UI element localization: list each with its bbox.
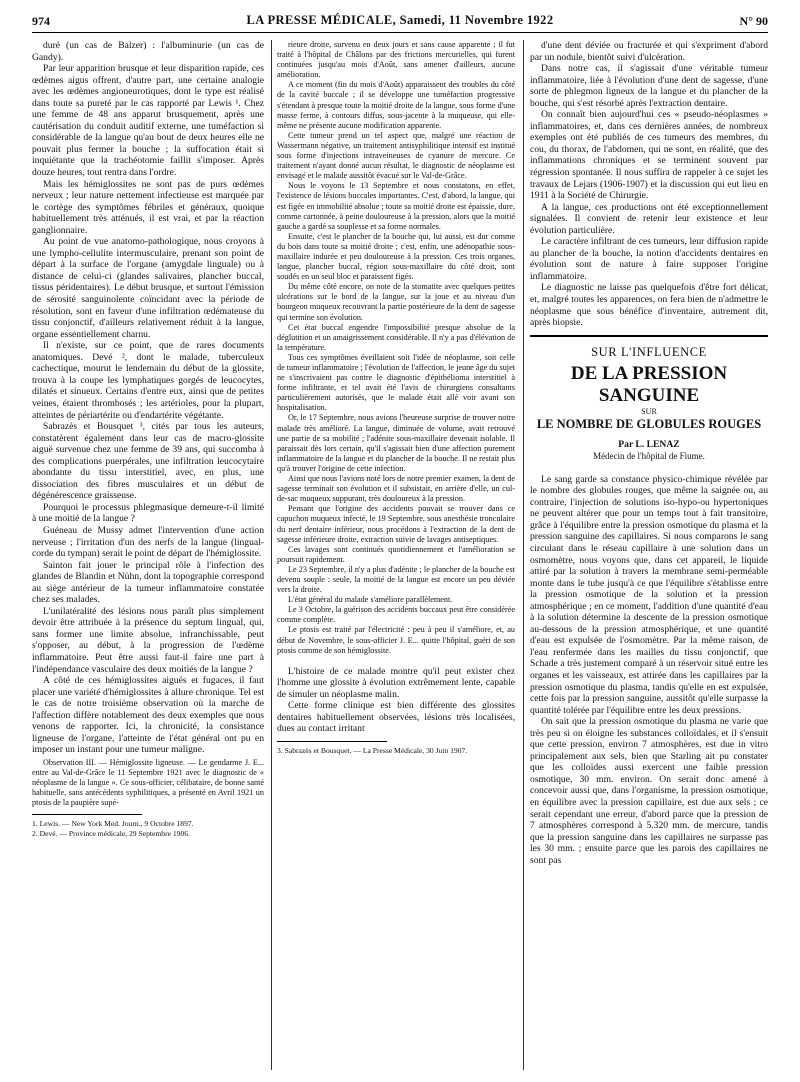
footnote-rule xyxy=(32,814,142,815)
footnote-2: 2. Devé. — Province médicale, 29 Septembre 1906. xyxy=(32,828,190,838)
observation-paragraph: L'état général du malade s'améliore parallèlement. xyxy=(288,595,453,605)
column-divider xyxy=(523,40,524,1070)
column-1 xyxy=(32,40,264,1076)
footnote-rule xyxy=(277,741,387,742)
column-3-body xyxy=(530,40,768,329)
paragraph: A côté de ces hémiglossites aiguës et fugaces, il faut placer une variété d'hémiglossites à allure chronique. Tel est le cas de notre troisième observation où la marche de l'affection diffère notablement des deux exemples que nous venons de rapporter. Ici, la chronicité, la consistance ligneuse de l'organe, l'atteinte de l'état général ont pu en imposer un instant pour une tumeur maligne. xyxy=(32,675,264,756)
journal-masthead: LA PRESSE MÉDICALE, Samedi, 11 Novembre 1922 xyxy=(246,13,554,27)
page-number: 974 xyxy=(32,14,50,28)
observation-paragraph: Le ptosis est traité par l'électricité : peu à peu il s'améliore, et, au début de Novembre, le sous-officier J. E... quitte l'hôpital, guéri de son ptosis comme de son hémiglossite. xyxy=(277,625,515,655)
paragraph: On connaît bien aujourd'hui ces « pseudo-néoplasmes » inflammatoires, et, dans ces dernières années, de nombreux exemples ont été publiés de ces tumeurs des membres, du cou, du thorax, de l'abdomen, qui ne sont, en réalité, que des inflammations chroniques et se terminent souvent par régression spontanée. Il nous suffira de rappeler à ce sujet les travaux de Lejars (1906-1907) et la discussion qui eut lieu en 1911 à la Société de Chirurgie. xyxy=(530,109,768,202)
article-separator xyxy=(530,335,768,337)
column-2-body xyxy=(277,666,515,735)
paragraph: Pourquoi le processus phlegmasique demeure-t-il limité à une moitié de la langue ? xyxy=(32,501,264,525)
author-affiliation: Médecin de l'hôpital de Fiume. xyxy=(593,450,705,461)
paragraph: Il n'existe, sur ce point, que de rares documents anatomiques. Devé ², dont le malade, tuberculeux cachectique, mourut le lendemain du début de la glossite, trouva à la coupe les lymphatiques gorgés de leucocytes, dilatés et sinueux. Certains d'entre eux, ainsi que de petites veines, étaient thrombosés ; les artérioles, pour la plupart, atteintes de périartérite ou d'endartérite végétante. xyxy=(32,340,264,421)
paragraph: Le diagnostic ne laisse pas quelquefois d'être fort délicat, et, malgré toutes les apparences, on fera bien de n'admettre le néoplasme que sous bénéfice d'inventaire, autrement dit, après biopsie. xyxy=(530,282,768,329)
observation-paragraph: rieure droite, survenu en deux jours et sans cause apparente ; il fut traité à l'hôpital de Châlons par des frictions mercurielles, qui furent continuées jusqu'au mois d'Août, sans amener d'ailleurs, aucune amélioration. xyxy=(277,40,515,80)
paragraph: Mais les hémiglossites ne sont pas de purs œdèmes nerveux ; leur nature nettement infectieuse est marquée par le cortège des symptômes fébriles et généraux, quoique habituellement très atténués, il est vrai, et par la réaction ganglionnaire. xyxy=(32,178,264,236)
observation-paragraph: A ce moment (fin du mois d'Août) apparaissent des troubles du côté de la cavité buccale ; il se développe une tuméfaction progressive s'étendant à presque toute la moitié droite de la langue, sous forme d'une masse ferme, à contours diffus, sous-jacente à la muqueuse, qui elle-même ne présente aucune modification apparente. xyxy=(277,80,515,130)
paragraph: A la langue, ces productions ont été exceptionnellement signalées. Il convient de retenir leur existence et leur évolution particulière. xyxy=(530,201,768,236)
observation-iii: Observation III. — Hémiglossite ligneuse. — Le gendarme J. E... entre au Val-de-Grâce le 11 Septembre 1921 avec le diagnostic de « néoplasme de la langue ». Ce sous-officier, célibataire, de bonne santé habituelle, sans antécédents syphilitiques, a présenté en Avril 1921 un ptosis de la paupière supé- xyxy=(32,757,264,808)
footnote-1: 1. Lewis. — New York Med. Journ., 9 Octobre 1897. xyxy=(32,819,194,829)
observation-paragraph: Or, le 17 Septembre, nous avions l'heureuse surprise de trouver notre malade très amélioré. La langue, diminuée de volume, avait retrouvé une partie de sa mobilité ; l'adénite sous-maxillaire devenait isolable. Il paraissait dès lors certain, qu'il s'agissait bien d'une affection purement inflammatoire de la langue et du plancher de la bouche. Il ne restait plus qu'à trouver l'origine de cette infection. xyxy=(277,413,515,473)
column-3 xyxy=(530,40,768,1076)
paragraph: Guéneau de Mussy admet l'intervention d'une action nerveuse ; l'irritation d'un des nerfs de la langue (lingual-corde du tympan) serait le point de départ de l'hémiglossite. xyxy=(32,524,264,560)
paragraph: Dans notre cas, il s'agissait d'une véritable tumeur inflammatoire, liée à l'évolution d'une dent de sagesse, d'une sorte de phlegmon ligneux de la langue et du plancher de la bouche, qui s'est résorbé après l'extraction dentaire. xyxy=(530,63,768,109)
article-kicker: SUR L'INFLUENCE xyxy=(591,344,707,359)
column-1-body xyxy=(32,40,264,756)
paragraph: duré (un cas de Balzer) : l'albuminurie (un cas de Gandy). xyxy=(32,40,264,63)
paragraph: Au point de vue anatomo-pathologique, nous croyons à une lympho-cellulite intermusculaire, prenant son point de départ à la surface de l'organe (amygdale linguale) ou à distance de celui-ci (glandes salivaires, plancher buccal, tissus péridentaires). Le début brusque, et surtout l'émission de sérosité sanguinolente coïncidant avec la période de résolution, sont en faveur d'une infiltration œdémateuse du tissu conjonctif, d'ailleurs relativement réduit à la langue, organe essentiellement charnu. xyxy=(32,236,264,340)
column-2-observation-body xyxy=(277,40,515,656)
article-connector: SUR xyxy=(641,406,657,416)
column-divider xyxy=(271,40,272,1070)
article-body xyxy=(530,474,768,867)
paragraph: Sabrazès et Bousquet ³, cités par tous les auteurs, constatèrent également dans leur cas de macro-glossite aiguë survenue chez une femme de 39 ans, qui succomba à des complications puerpérales, une infiltration leucocytaire abondante du tissu interstitiel, avec, en plus, une dissociation des fibres musculaires et un début de dégénérescence graisseuse. xyxy=(32,421,264,502)
footnote-3: 3. Sabrazès et Bousquet. — La Presse Médicale, 30 Juin 1907. xyxy=(277,746,468,755)
column-2 xyxy=(277,40,515,1076)
observation-paragraph: Cet état buccal engendre l'impossibilité presque absolue de la déglutition et un amaigrissement considérable. Il n'y a pas d'élévation de la température. xyxy=(277,322,515,352)
article-author: Par L. LENAZ xyxy=(618,438,680,450)
observation-paragraph: Ces lavages sont continués quotidiennement et l'amélioration se poursuit rapidement. xyxy=(277,544,515,564)
paragraph: Par leur apparition brusque et leur disparition rapide, ces œdèmes aigus offrent, d'autre part, une certaine analogie avec les œdèmes angioneurotiques, dont le type est réalisé dans toute sa pureté par le cas rapporté par Lewis ¹. Chez une femme de 48 ans apparut brusquement, après une cautérisation du conduit auditif externe, une tuméfaction si considérable de la langue qu'au bout de deux heures elle ne pouvait plus fermer la bouche ; la suffocation était si inquiétante que la trachéotomie faillit s'imposer. Après douze heures, tout rentra dans l'ordre. xyxy=(32,63,264,179)
paragraph: L'unilatéralité des lésions nous paraît plus simplement devoir être attribuée à la présence du septum lingual, qui, sans former une limite absolue, infranchissable, peut s'opposer, au début, à la progression de l'œdème inflammatoire. Peut être aussi faut-il faire une part à l'indépendance vasculaire des deux moitiés de la langue ? xyxy=(32,605,264,675)
paragraph: Sainton fait jouer le principal rôle à l'infection des glandes de Blandin et Nühn, dont la topographie correspond au siège antérieur de la tumeur inflammatoire constatée chez ses malades. xyxy=(32,559,264,606)
paragraph: L'histoire de ce malade montre qu'il peut exister chez l'homme une glossite à évolution extrêmement lente, capable de simuler un néoplasme malin. xyxy=(277,665,515,700)
article-title: DE LA PRESSION SANGUINE xyxy=(570,362,728,406)
observation-paragraph: Du même côté encore, on note de la stomatite avec quelques petites ulcérations sur le bord de la langue, sur la joue et au niveau d'un bourgeon muqueux recouvrant la partie postérieure de la dent de sagesse qui termine son évolution. xyxy=(277,282,515,322)
paragraph: d'une dent déviée ou fracturée et qui s'expriment d'abord par un nodule, bientôt suivi d'ulcération. xyxy=(530,40,768,63)
article-paragraph: On sait que la pression osmotique du plasma ne varie que très peu si on éloigne les substances colloïdales, et il s'ensuit que cette pression, environ 7 atmosphères, est due in vitro principalement aux sels, bien que Starling ait pu constater que les colloïdes aussi exercent une faible pression osmotique, 30 mm. environ. On serait donc amené à concevoir aussi que, dans l'organisme, la pression osmotique, en équilibre avec la pression capillaire, est due aux sels ; ce serait cependant une erreur, d'abord parce que la pression de 7 atmosphères correspond à 5.320 mm. de mercure, tandis que la pression sanguine dans les capillaires ne surpasse pas les 30 mm. ; ensuite parce que les parois des capillaires ne sont pas xyxy=(530,716,768,866)
observation-paragraph: Pensant que l'origine des accidents pouvait se trouver dans ce capuchon muqueux infecté, le 19 Septembre, sous anesthésie tronculaire du nerf dentaire inférieur, nous procédons à l'extraction de la dent de sagesse inférieure droite, extraction suivie de lavages antiseptiques. xyxy=(277,504,515,544)
observation-paragraph: Le 23 Septembre, il n'y a plus d'adénite ; le plancher de la bouche est devenu souple : seule, la moitié de la langue est encore un peu déviée vers la droite. xyxy=(277,564,515,595)
observation-paragraph: Ainsi que nous l'avions noté lors de notre premier examen, la dent de sagesse terminait son évolution et il subsistait, en arrière d'elle, un cul-de-sac muqueux suppurant, très douloureux à la pression. xyxy=(277,474,515,504)
observation-paragraph: Cette tumeur prend un tel aspect que, malgré une réaction de Wassermann négative, un traitement antisyphilitique intensif est institué sous forme d'injections intraveineuses de cyanure de mercure. Ce traitement n'ayant donné aucun résultat, le diagnostic de néoplasme est envisagé et le malade aussitôt évacué sur le Val-de-Grâce. xyxy=(277,130,515,181)
page-header xyxy=(32,12,768,33)
observation-paragraph: Ensuite, c'est le plancher de la bouche qui, lui aussi, est dur comme du bois dans toute sa moitié droite ; c'est, enfin, une adénopathie sous-maxillaire indurée et peu douloureuse à la pression. Ces trois organes, langue, plancher buccal, région sous-maxillaire du côté droit, sont soudés en un seul bloc et paraissent figés. xyxy=(277,231,515,282)
observation-paragraph: Tous ces symptômes éveillaient soit l'idée de néoplasme, soit celle de tumeur inflammatoire ; l'évolution de l'affection, le jeune âge du sujet ne s'inscrivaient pas contre le diagnostic d'épithélioma interstitiel à forme infiltrante, et tel avait été l'avis de chirurgiens consultants particulièrement autorisés, que le malade était allé voir avant son hospitalisation. xyxy=(277,352,515,413)
paragraph: Le caractère infiltrant de ces tumeurs, leur diffusion rapide au plancher de la bouche, la notion d'accidents dentaires en évolution sont de nature à faire supposer l'origine inflammatoire. xyxy=(530,236,768,282)
article-paragraph: Le sang garde sa constance physico-chimique révélée par le nombre des globules rouges, que même la saignée ou, au contraire, l'injection de solutions iso-hypo-ou hypertoniques ne peuvent altérer que pour un temps tout à fait transitoire, grâce à l'équilibre entre la pression osmotique du plasma et la pression sanguine des capillaires. Si nous comparons le sang circulant dans le réseau capillaire à une solution dans un osmomètre, nous voyons que, dans cet appareil, le liquide attiré par la solution à travers la membrane semi-perméable monte dans le tube jusqu'à ce que l'équilibre s'établisse entre la pression osmotique de la solution et la pression atmosphérique ; en ce moment, l'addition d'une quantité d'eau à la solution détermine la descente de la pression osmotique au-dessous de la pression atmosphérique, et une quantité d'eau est expulsée de l'osmomètre. Par la même raison, de l'eau renfermée dans les mailles du tissu conjonctif, que Schade a très justement comparé à un réservoir situé entre les organes et les vaisseaux, est attirée dans les capillaires par la pression osmotique du plasma, tandis qu'elle en est expulsée, cette fois par la pression sanguine, aussitôt qu'elle surpasse la quantité tolérée par l'équilibre entre les deux pressions. xyxy=(530,473,768,716)
observation-paragraph: Nous le voyons le 13 Septembre et nous constatons, en effet, l'existence de lésions buccales importantes. C'est, d'abord, la langue, qui est figée en immobilité absolue ; toute sa moitié droite est épaissie, dure, comme cartonnée, à peine douloureuse à la pression, alors que la moitié gauche a gardé sa souplesse et sa forme normales. xyxy=(277,181,515,231)
paragraph: Cette forme clinique est bien différente des glossites dentaires habituellement observées, lésions très localisées, dues au contact irritant xyxy=(277,700,515,735)
issue-number: N° 90 xyxy=(739,14,768,28)
observation-paragraph: Le 3 Octobre, la guérison des accidents buccaux peut être considérée comme complète. xyxy=(277,605,515,625)
article-subtitle: LE NOMBRE DE GLOBULES ROUGES xyxy=(536,416,762,431)
